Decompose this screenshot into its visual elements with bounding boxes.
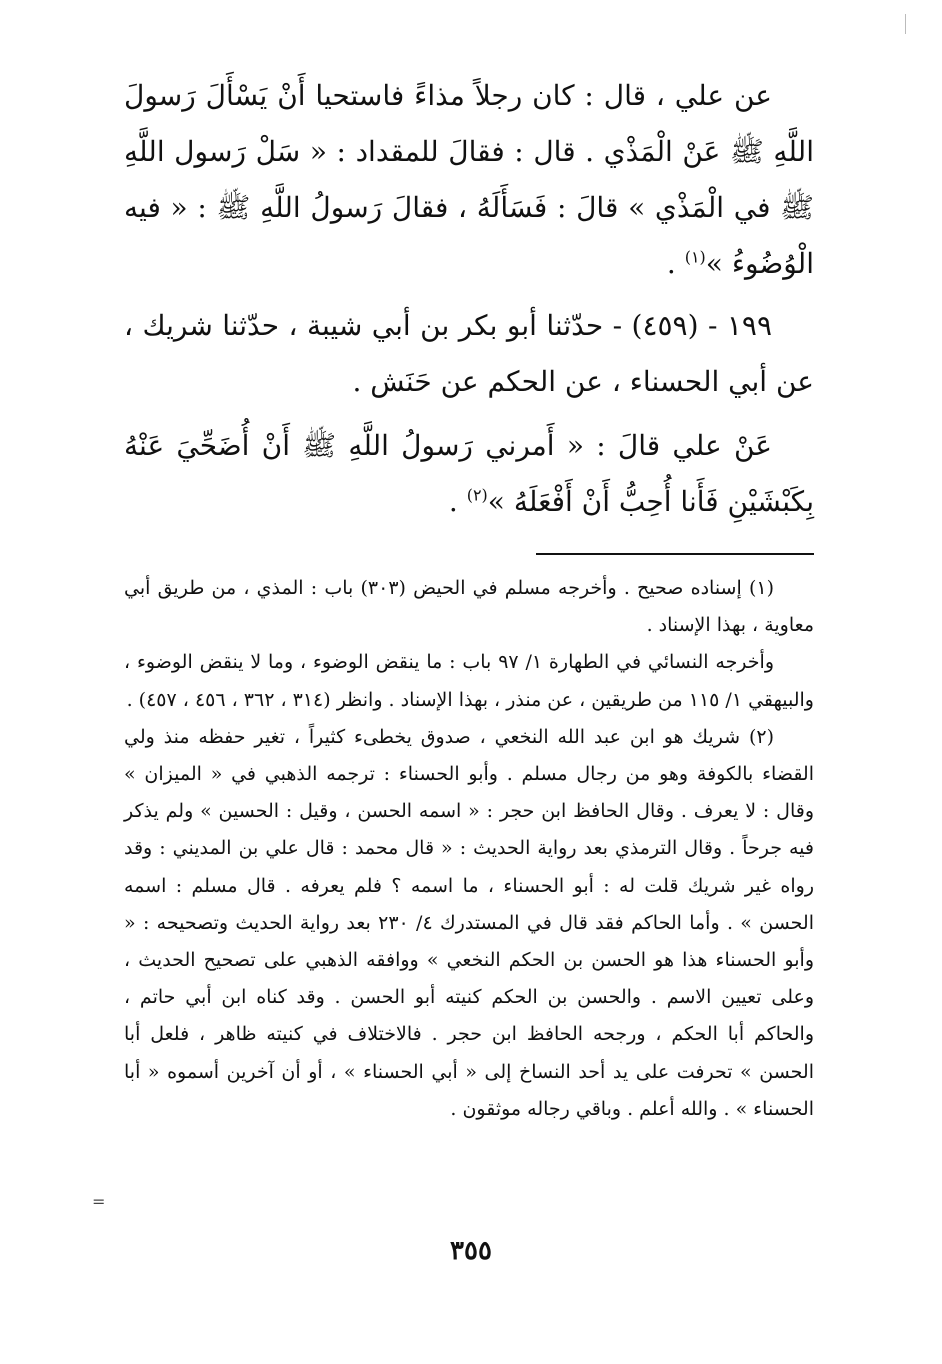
hadith-chain — [124, 298, 814, 410]
main-text-3 — [124, 418, 814, 530]
hadith-text-1: عن علي ، قال : كان رجلاً مذاءً فاستحيا أَنْ يَسْأَلَ رَسولَ اللَّهِ ﷺ عَنْ الْمَذْي . قال : فقالَ للمقداد : « سَلْ رَسول اللَّهِ ﷺ في الْمَذْي » قالَ : فَسَأَلَهُ ، فقالَ رَسولُ اللَّهِ ﷺ : « فيه الْوُضُوءُ »$^{(١)}$ . — [124, 79, 814, 280]
footnote-divider — [536, 553, 814, 555]
corner-mark — [905, 14, 906, 34]
margin-mark: = — [92, 1192, 106, 1211]
main-text — [124, 68, 814, 292]
footnote-1: (١) إسناده صحيح . وأخرجه مسلم في الحيض (٣٠٣) باب : المذي ، من طريق أبي معاوية ، بهذا الإسناد . — [124, 577, 814, 637]
footnote-ref-1: (١) — [684, 247, 706, 267]
hadith-number: ١٩٩ - (٤٥٩) - حدّثنا أبو بكر بن أبي شيبة ، حدّثنا شريك ، عن أبي الحسناء ، عن الحكم عن حَنَش . — [124, 309, 814, 398]
hadith-text-2: عَنْ علي قالَ : « أَمرني رَسولُ اللَّهِ ﷺ أَنْ أُضَحِّيَ عَنْهُ بِكَبْشَيْنِ فَأَنا أُحِبُّ أَنْ أَفْعَلَهُ »$^{(٢)}$ . — [124, 429, 814, 518]
main-text-2 — [124, 298, 814, 410]
footnotes — [124, 570, 814, 1128]
footnote-1-cont: وأخرجه النسائي في الطهارة ١/ ٩٧ باب : ما ينقض الوضوء ، وما لا ينقض الوضوء ، والبيهقي ١/ ١١٥ من طريقين ، عن منذر ، بهذا الإسناد . وانظر (٣١٤ ، ٣٦٢ ، ٤٥٦ ، ٤٥٧) . — [124, 651, 814, 711]
footnote-2: (٢) شريك هو ابن عبد الله النخعي ، صدوق يخطىء كثيراً ، تغير حفظه منذ ولي القضاء بالكوفة وهو من رجال مسلم . وأبو الحسناء : ترجمه الذهبي في « الميزان » وقال : لا يعرف . وقال الحافظ ابن حجر : « اسمه الحسن ، وقيل : الحسين » ولم يذكر فيه جرحاً . وقال الترمذي بعد رواية الحديث : « قال محمد : قال علي بن المديني : وقد رواه غير شريك قلت له : أبو الحسناء ، ما اسمه ؟ فلم يعرفه . قال مسلم : اسمه الحسن » . وأما الحاكم فقد قال في المستدرك ٤/ ٢٣٠ بعد رواية الحديث وتصحيحه : « وأبو الحسناء هذا هو الحسن بن الحكم النخعي » ووافقه الذهبي على تصحيح الحديث ، وعلى تعيين الاسم . والحسن بن الحكم كنيته أبو الحسن . وقد كناه ابن أبي حاتم ، والحاكم أبا الحكم ، ورجحه الحافظ ابن حجر . فالاختلاف في كنيته ظاهر ، فلعل أبا الحسن » تحرفت على يد أحد النساخ إلى « أبي الحسناء » ، أو أن آخرين أسموه « أبا الحسناء » . والله أعلم . وباقي رجاله موثقون . — [124, 725, 814, 1120]
page-number: ٣٥٥ — [450, 1236, 492, 1266]
footnote-ref-2: (٢) — [466, 485, 488, 505]
